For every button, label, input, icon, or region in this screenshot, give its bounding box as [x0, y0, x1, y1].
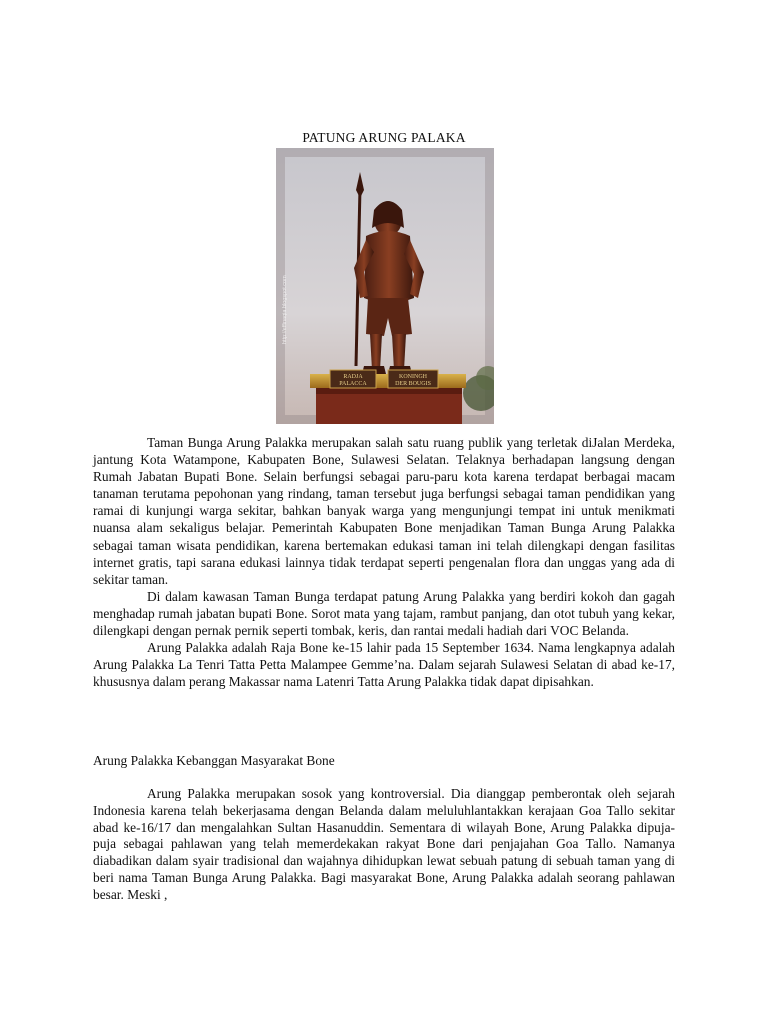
page-title: PATUNG ARUNG PALAKA — [302, 130, 466, 145]
paragraph-1: Taman Bunga Arung Palakka merupakan salah satu ruang publik yang terletak diJalan Merdeka, jantung Kota Watampone, Kabupaten Bone, Sulawesi Selatan. Telaknya berhadapan langsung dengan Rumah Jabatan Bupati Bone. Selain berfungsi sebagai paru-paru kota karena terdapat berbagai macam tanaman terutama pepohonan yang rindang, taman tersebut juga berfungsi sebagai taman pendidikan yang ramai di kunjungi warga sekitar, bahkan banyak warga yang mengunjungi tempat ini untuk menikmati nuansa alam sekaligus belajar. Pemerintah Kabupaten Bone menjadikan Taman Bunga Arung Palakka sebagai taman wisata pendidikan, karena bertemakan edukasi taman ini telah dilengkapi dengan fasilitas internet gratis, tapi sarana edukasi lainnya tidak terdapat seperti pengenalan flora dan unggas yang ada di sekitar taman. — [93, 435, 675, 587]
statue-photo — [276, 148, 494, 424]
plaque-left-line2: PALACCA — [339, 381, 367, 387]
photo-watermark: http://effinaqia.blogspot.com — [282, 275, 288, 344]
section-paragraph-1: Arung Palakka merupakan sosok yang kontroversial. Dia dianggap pemberontak oleh sejarah Indonesia karena telah bekerjasama dengan Belanda dalam meluluhlantakkan kerajaan Goa Tallo sekitar abad ke-16/17 dan mengalahkan Sultan Hasanuddin. Sementara di wilayah Bone, Arung Palakka dipuja-puja sebagai pahlawan yang telah memerdekakan rakyat Bone dari penjajahan Goa Tallo. Namanya diabadikan dalam syair tradisional dan wajahnya dihidupkan lewat sebuah patung di sebuah taman yang di beri nama Taman Bunga Arung Palakka. Bagi masyarakat Bone, Arung Palakka adalah seorang pahlawan besar. Meski , — [93, 786, 675, 902]
intro-section — [93, 434, 675, 690]
plaque-right-line2: DER BOUGIS — [395, 381, 431, 387]
plaque-left-line1: RADJA — [343, 374, 363, 380]
section-body — [93, 786, 675, 904]
statue-illustration — [276, 148, 494, 424]
plaque-right-line1: KONINGH — [399, 374, 427, 380]
section-heading: Arung Palakka Kebanggan Masyarakat Bone — [93, 753, 335, 768]
paragraph-2: Di dalam kawasan Taman Bunga terdapat patung Arung Palakka yang berdiri kokoh dan gagah menghadap rumah jabatan bupati Bone. Sorot mata yang tajam, rambut panjang, dan otot tubuh yang kekar, dilengkapi dengan pernak pernik seperti tombak, keris, dan rantai medali hadiah dari VOC Belanda. — [93, 588, 675, 639]
paragraph-3: Arung Palakka adalah Raja Bone ke-15 lahir pada 15 September 1634. Nama lengkapnya adalah Arung Palakka La Tenri Tatta Petta Malampee Gemme’na. Dalam sejarah Sulawesi Selatan di abad ke-17, khususnya dalam perang Makassar nama Latenri Tatta Arung Palakka tidak dapat dipisahkan. — [93, 640, 675, 690]
